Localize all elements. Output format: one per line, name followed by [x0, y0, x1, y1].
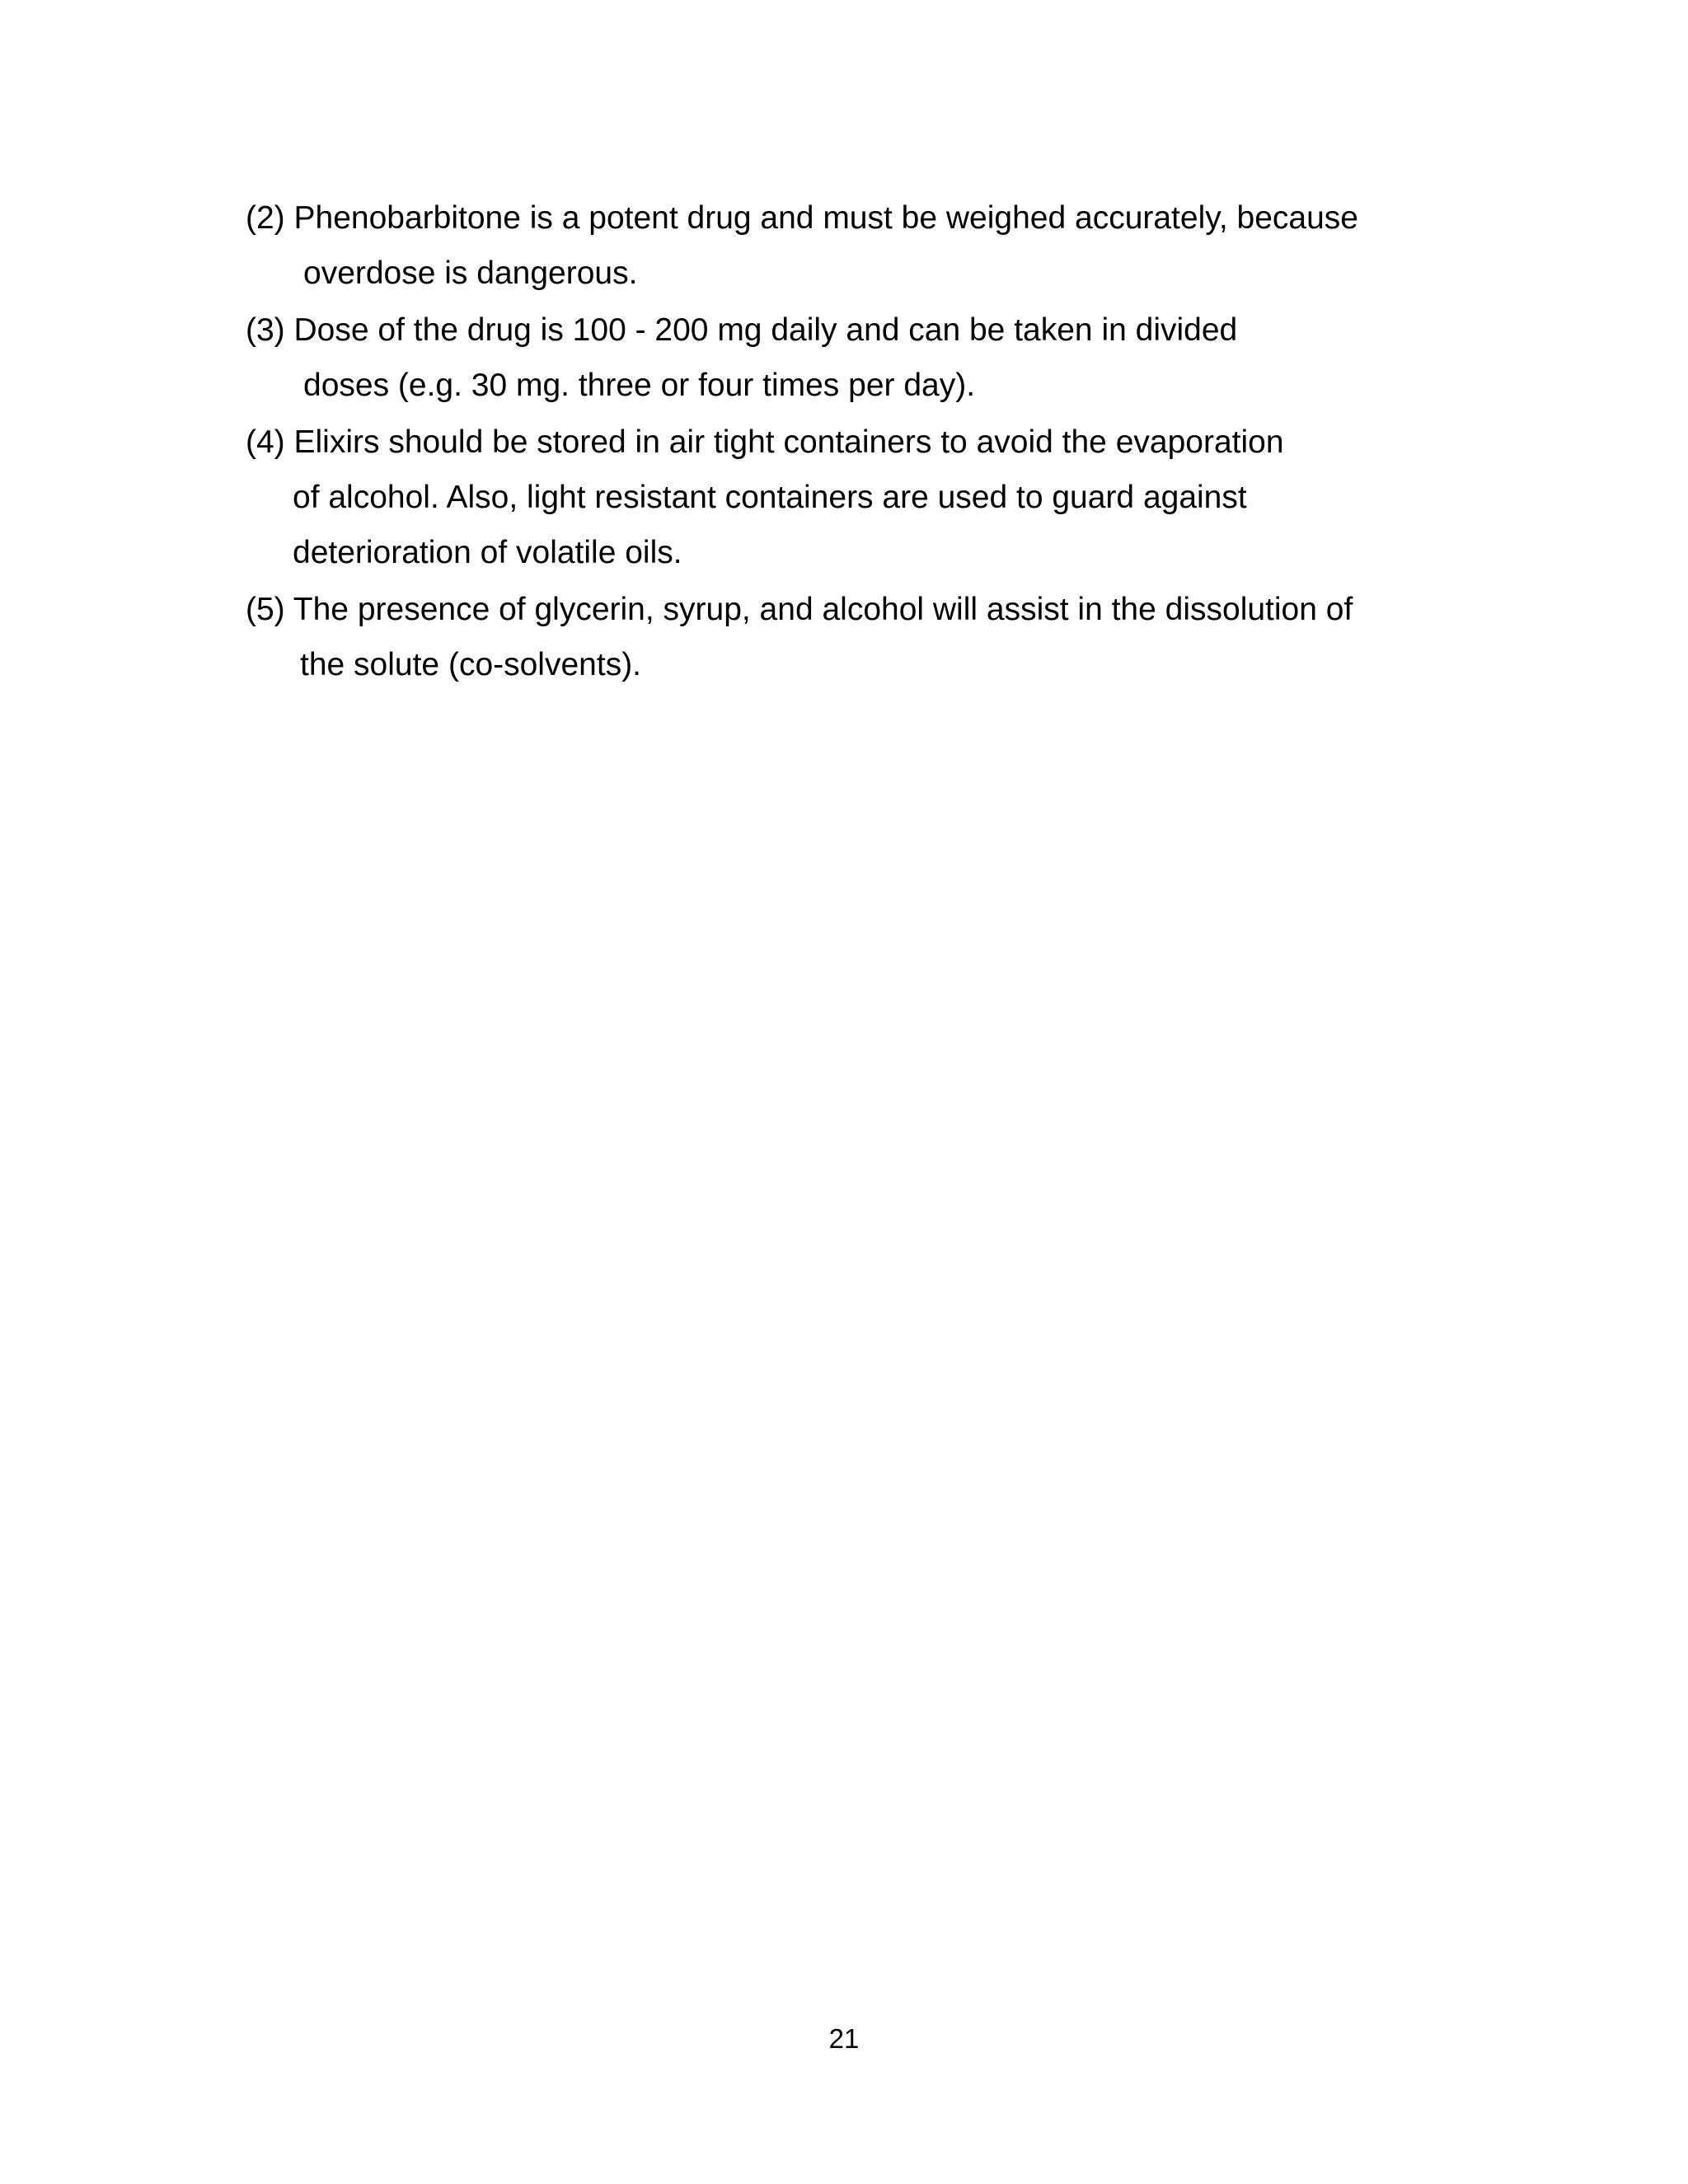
item-3-line-2: doses (e.g. 30 mg. three or four times per day).	[303, 368, 976, 403]
item-4-line-1: (4) Elixirs should be stored in air tight containers to avoid the evaporation	[246, 424, 1284, 460]
item-4-line-2: of alcohol. Also, light resistant containers are used to guard against	[293, 480, 1247, 515]
item-4-line-3: deterioration of volatile oils.	[293, 535, 682, 570]
item-5-line-1: (5) The presence of glycerin, syrup, and alcohol will assist in the dissolution of	[246, 592, 1353, 627]
item-2-line-1: (2) Phenobarbitone is a potent drug and must be weighed accurately, because	[246, 200, 1358, 236]
item-2-line-2: overdose is dangerous.	[303, 255, 638, 291]
page-number: 21	[828, 2023, 860, 2054]
item-3-line-1: (3) Dose of the drug is 100 - 200 mg daily and can be taken in divided	[246, 312, 1238, 348]
item-5-line-2: the solute (co-solvents).	[300, 647, 642, 682]
